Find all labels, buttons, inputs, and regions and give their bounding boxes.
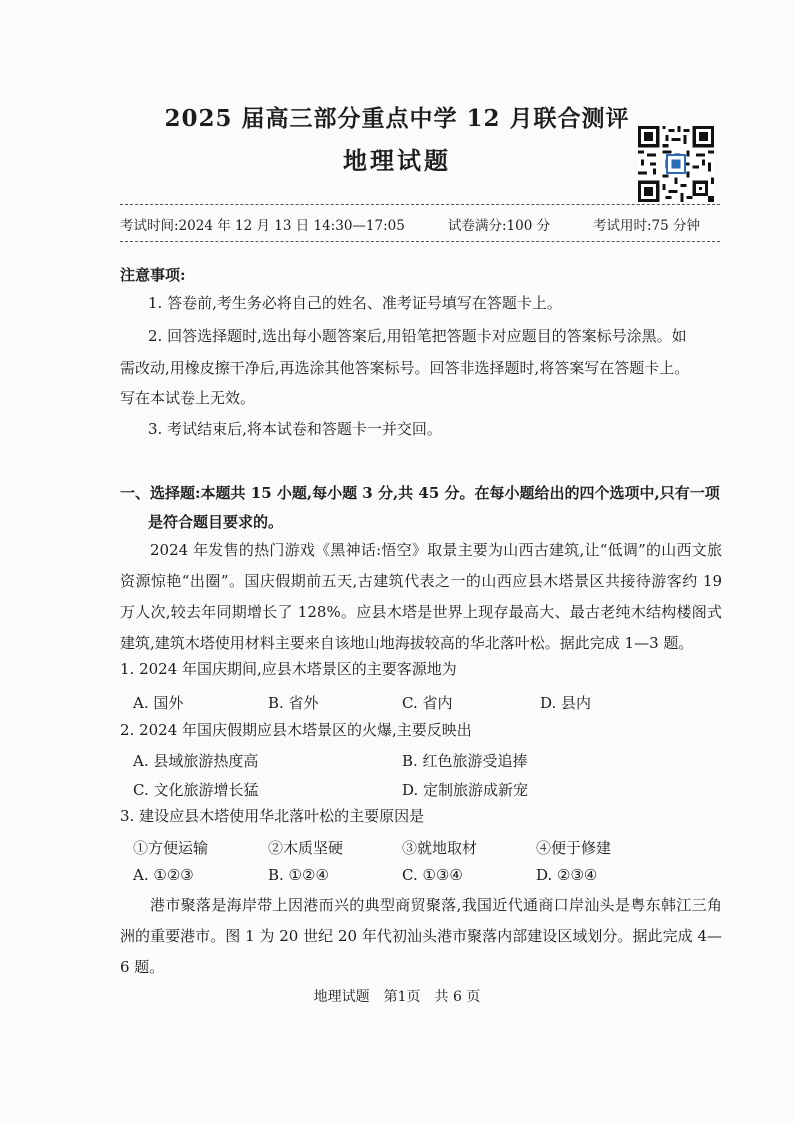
notice-item-2-line-1: 2. 回答选择题时,选出每小题答案后,用铅笔把答题卡对应题目的答案标号涂黑。如 [148,327,687,345]
section-heading-line-2: 是符合题目要求的。 [148,513,284,531]
top-dashed-rule [120,204,720,205]
question-2-option-d: D. 定制旅游成新宠 [402,781,529,799]
question-3-statement-4: ④便于修建 [536,839,612,857]
section-heading-line-1: 一、选择题:本题共 15 小题,每小题 3 分,共 45 分。在每小题给出的四个选项中,只有一项 [120,484,720,502]
page-footer: 地理试题 第1页 共 6 页 [313,989,481,1005]
question-1-option-d: D. 县内 [540,694,592,712]
question-3-option-b: B. ①②④ [268,866,329,884]
passage-1: 2024 年发售的热门游戏《黑神话:悟空》取景主要为山西古建筑,让“低调”的山西文旅资源惊艳“出圈”。国庆假期前五天,古建筑代表之一的山西应县木塔景区共接待游客约 19 万人次,较去年同期增长了 128%。应县木塔是世界上现存最高大、最古老纯木结构楼阁式建筑,建筑木塔使用材料主要来自该地山地海拔较高的华北落叶松。据此完成 1—3 题。 [120,541,722,652]
question-3-option-d: D. ②③④ [536,866,598,884]
question-2-option-a: A. 县域旅游热度高 [133,752,259,770]
question-3-statement-2: ②木质坚硬 [268,839,344,857]
question-2-stem: 2. 2024 年国庆假期应县木塔景区的火爆,主要反映出 [120,721,472,739]
question-2-option-c: C. 文化旅游增长猛 [133,781,259,799]
question-3-statement-1: ①方便运输 [133,839,209,857]
full-score: 试卷满分:100 分 [448,218,551,234]
question-1-option-c: C. 省内 [402,694,453,712]
notice-heading: 注意事项: [120,266,186,284]
question-1-option-a: A. 国外 [133,694,184,712]
notice-item-3: 3. 考试结束后,将本试卷和答题卡一并交回。 [148,420,442,438]
passage-2: 港市聚落是海岸带上因港而兴的典型商贸聚落,我国近代通商口岸汕头是粤东韩江三角洲的重要港市。图 1 为 20 世纪 20 年代初汕头港市聚落内部建设区域划分。据此完成 4—6 题。 [120,896,722,976]
question-2-option-b: B. 红色旅游受追捧 [402,752,528,770]
question-3-option-c: C. ①③④ [402,866,463,884]
exam-title: 2025 届高三部分重点中学 12 月联合测评 [164,105,630,132]
question-1-option-b: B. 省外 [268,694,319,712]
question-3-option-a: A. ①②③ [133,866,194,884]
question-3-stem: 3. 建设应县木塔使用华北落叶松的主要原因是 [120,807,425,825]
notice-item-2-line-2: 需改动,用橡皮擦干净后,再选涂其他答案标号。回答非选择题时,将答案写在答题卡上。 [120,359,690,377]
bottom-dashed-rule [120,241,720,242]
notice-item-1: 1. 答卷前,考生务必将自己的姓名、准考证号填写在答题卡上。 [148,294,562,312]
exam-duration: 考试用时:75 分钟 [593,218,701,234]
question-3-statement-3: ③就地取材 [402,839,478,857]
question-1-stem: 1. 2024 年国庆期间,应县木塔景区的主要客源地为 [120,660,457,678]
exam-subject: 地理试题 [343,146,451,175]
qr-code-icon [638,126,714,202]
exam-time: 考试时间:2024 年 12 月 13 日 14:30—17:05 [120,218,405,234]
notice-item-2-line-3: 写在本试卷上无效。 [120,389,256,407]
